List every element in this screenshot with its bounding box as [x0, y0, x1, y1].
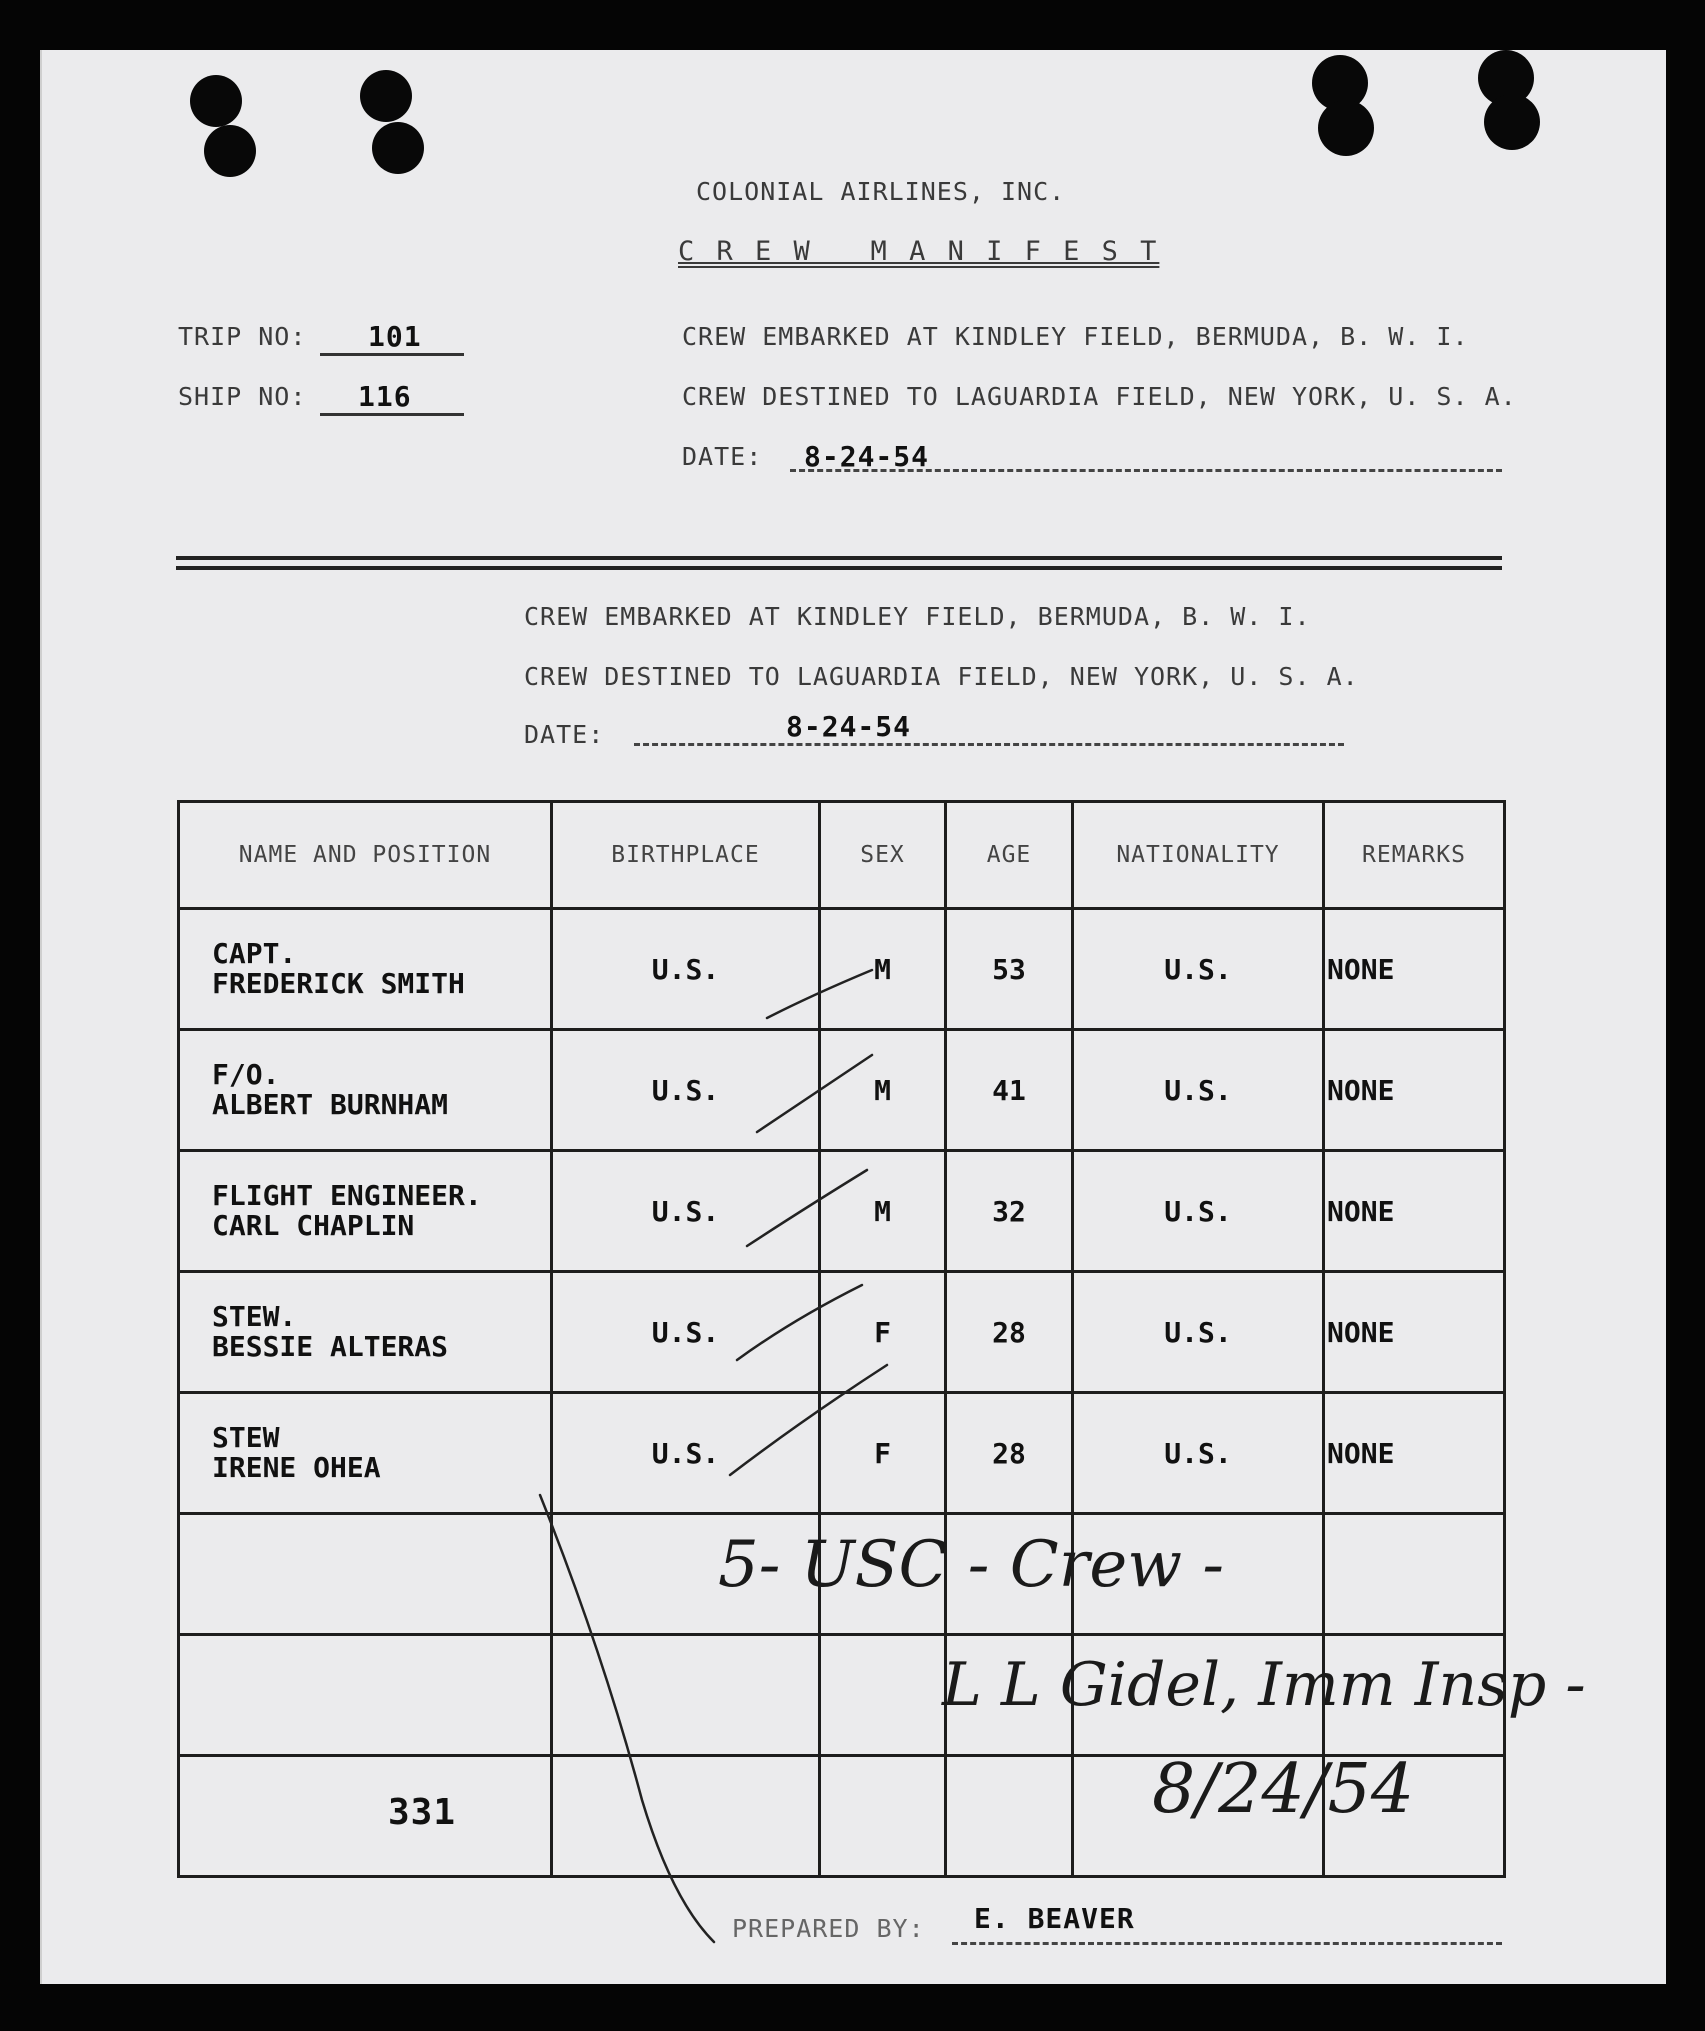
check-mark [747, 1170, 867, 1246]
section-date: 8-24-54 [786, 710, 912, 743]
age-cell: 41 [946, 1030, 1073, 1151]
sex-cell: F [820, 1393, 946, 1514]
birthplace-cell: U.S. [552, 1151, 820, 1272]
header-date: 8-24-54 [804, 440, 930, 473]
pen-marks [42, 50, 1666, 1984]
header-destined: CREW DESTINED TO LAGUARDIA FIELD, NEW YORK, U. S. A. [682, 382, 1517, 411]
crew-name: BESSIE ALTERAS [212, 1330, 449, 1363]
birthplace-cell: U.S. [552, 909, 820, 1030]
birthplace-cell: U.S. [552, 1272, 820, 1393]
crew-position: STEW [212, 1421, 280, 1454]
age-cell: 53 [946, 909, 1073, 1030]
remarks-cell: NONE [1324, 1151, 1505, 1272]
column-header: REMARKS [1324, 802, 1505, 909]
nationality-cell: U.S. [1073, 909, 1324, 1030]
check-mark [737, 1285, 862, 1360]
nationality-cell: U.S. [1073, 1030, 1324, 1151]
nationality-cell: U.S. [1073, 1151, 1324, 1272]
ship-label: SHIP NO: [178, 382, 307, 411]
crew-position: FLIGHT ENGINEER. [212, 1179, 482, 1212]
prepared-by-label: PREPARED BY: [732, 1914, 925, 1943]
company-name: COLONIAL AIRLINES, INC. [696, 177, 1066, 206]
section-embarked: CREW EMBARKED AT KINDLEY FIELD, BERMUDA, B. W. I. [524, 602, 1311, 631]
birthplace-cell: U.S. [552, 1393, 820, 1514]
page-number: 331 [388, 1792, 457, 1833]
section-date-label: DATE: [524, 720, 605, 749]
crew-position: F/O. [212, 1058, 280, 1091]
crew-name: FREDERICK SMITH [212, 967, 465, 1000]
crew-position: STEW. [212, 1300, 297, 1333]
check-mark [730, 1365, 887, 1475]
manifest-sheet [40, 50, 1666, 1984]
trip-label: TRIP NO: [178, 322, 307, 351]
column-header: BIRTHPLACE [552, 802, 820, 909]
trip-number: 101 [368, 320, 422, 353]
age-cell: 28 [946, 1393, 1073, 1514]
sex-cell: M [820, 909, 946, 1030]
crew-name: ALBERT BURNHAM [212, 1088, 449, 1121]
document-title: C R E W M A N I F E S T [678, 236, 1160, 267]
check-mark [767, 970, 872, 1018]
age-cell: 28 [946, 1272, 1073, 1393]
remarks-cell: NONE [1324, 909, 1505, 1030]
section-destined: CREW DESTINED TO LAGUARDIA FIELD, NEW YORK, U. S. A. [524, 662, 1359, 691]
remarks-cell: NONE [1324, 1030, 1505, 1151]
remarks-cell: NONE [1324, 1272, 1505, 1393]
crew-name: IRENE OHEA [212, 1451, 381, 1484]
remarks-cell: NONE [1324, 1393, 1505, 1514]
check-mark [757, 1055, 872, 1132]
prepared-by-name: E. BEAVER [974, 1902, 1135, 1935]
crew-position: CAPT. [212, 937, 297, 970]
column-header: SEX [820, 802, 946, 909]
header-date-label: DATE: [682, 442, 763, 471]
birthplace-cell: U.S. [552, 1030, 820, 1151]
sex-cell: M [820, 1030, 946, 1151]
nationality-cell: U.S. [1073, 1393, 1324, 1514]
long-pen-stroke [540, 1495, 714, 1942]
handwritten-date: 8/24/54 [1152, 1750, 1415, 1829]
column-header: NATIONALITY [1073, 802, 1324, 909]
crew-name: CARL CHAPLIN [212, 1209, 415, 1242]
handwritten-crew-count: 5- USC - Crew - [718, 1528, 1224, 1602]
age-cell: 32 [946, 1151, 1073, 1272]
header-embarked: CREW EMBARKED AT KINDLEY FIELD, BERMUDA, B. W. I. [682, 322, 1469, 351]
column-header: NAME AND POSITION [179, 802, 552, 909]
sex-cell: F [820, 1272, 946, 1393]
sex-cell: M [820, 1151, 946, 1272]
column-header: AGE [946, 802, 1073, 909]
ship-number: 116 [358, 380, 412, 413]
nationality-cell: U.S. [1073, 1272, 1324, 1393]
handwritten-signature: L L Gidel, Imm Insp - [942, 1650, 1586, 1720]
